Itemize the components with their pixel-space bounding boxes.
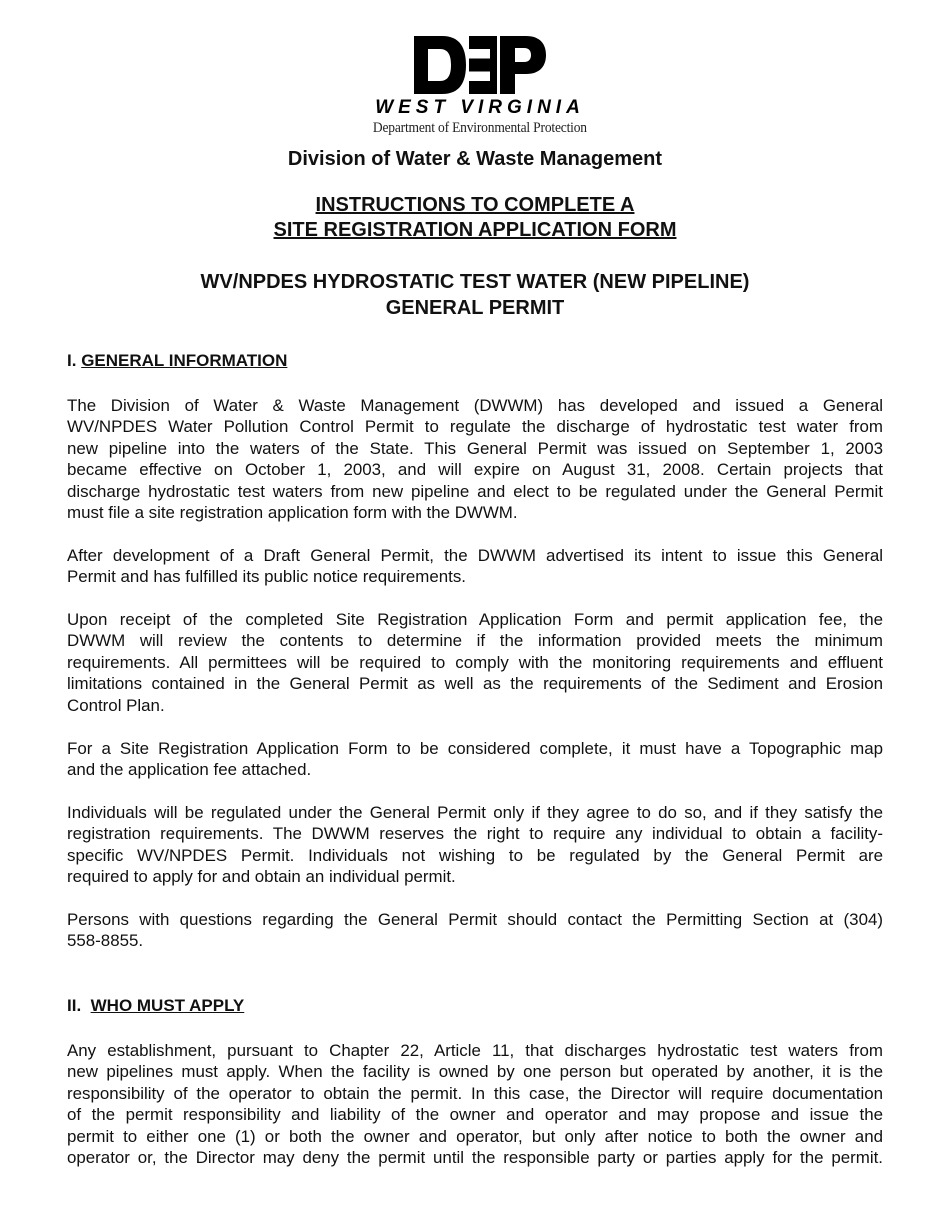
paragraph-line: WV/NPDES Water Pollution Control Permit to regulate the discharge of hydrostatic test water from [67,417,883,437]
paragraph-line: new pipeline into the waters of the State. This General Permit was issued on September 1, 2003 [67,438,883,458]
section-2-numeral: II. [67,996,82,1015]
paragraph-line: required to apply for and obtain an individual permit. [67,867,456,887]
logo-state-name: WEST VIRGINIA [375,97,585,118]
logo-letter-e [469,36,497,94]
paragraph-general-permit-issued [67,395,883,523]
paragraph-line: Permit and has fulfilled its public notice requirements. [67,567,467,587]
instructions-title-line-2: SITE REGISTRATION APPLICATION FORM [273,219,677,241]
logo-letter-p [500,36,546,94]
paragraph-line: permit to either one (1) or both the owner and operator, but only after notice to both the owner and [67,1126,883,1146]
logo-letter-d [414,36,466,94]
paragraph-line: operator or, the Director may deny the permit until the responsible party or parties apply for the permit. [67,1148,883,1168]
division-title: Division of Water & Waste Management [287,148,663,170]
paragraph-line: of the permit responsibility and liability of the owner and operator and may propose and issue the [67,1105,883,1125]
section-1-heading: I. GENERAL INFORMATION [67,351,288,370]
paragraph-line: registration requirements. The DWWM reserves the right to require any individual to obtain a facility- [67,824,883,844]
paragraph-line: new pipelines must apply. When the facility is owned by one person but operated by another, it is the [67,1062,883,1082]
section-1-heading-text: GENERAL INFORMATION [81,351,288,370]
paragraph-who-must-apply [67,1040,883,1168]
section-1-numeral: I [67,351,72,370]
section-2-heading-text: WHO MUST APPLY [90,996,245,1015]
paragraph-line: requirements. All permittees will be required to comply with the monitoring requirements and effluent [67,652,883,672]
paragraph-line: 558-8855. [67,931,144,951]
paragraph-line: After development of a Draft General Permit, the DWWM advertised its intent to issue this General [67,546,883,565]
logo-department-name: Department of Environmental Protection [373,120,587,136]
paragraph-line: became effective on October 1, 2003, and will expire on August 31, 2008. Certain projects that [67,460,883,480]
paragraph-line: must file a site registration application form with the DWWM. [67,503,518,523]
dep-logo-icon [414,36,546,94]
paragraph-line: discharge hydrostatic test waters from new pipeline and elect to be regulated under the General Permit [67,481,883,501]
paragraph-line: DWWM will review the contents to determine if the information provided meets the minimum [67,631,883,651]
paragraph-line: limitations contained in the General Permit as well as the requirements of the Sediment and Erosion [67,674,883,694]
paragraph-draft-permit [67,545,883,588]
paragraph-line: Individuals will be regulated under the General Permit only if they agree to do so, and if they satisfy the [67,803,883,822]
paragraph-line: Any establishment, pursuant to Chapter 22, Article 11, that discharges hydrostatic test waters from [67,1041,883,1060]
paragraph-line: Upon receipt of the completed Site Registration Application Form and permit application fee, the [67,610,883,629]
paragraph-line: responsibility of the operator to obtain the permit. In this case, the Director will require documentation [67,1083,883,1103]
paragraph-completeness [67,738,883,781]
paragraph-line: Persons with questions regarding the General Permit should contact the Permitting Section at (304) [67,910,883,929]
dep-logo [77,36,883,137]
paragraph-line: For a Site Registration Application Form to be considered complete, it must have a Topographic map [67,739,883,758]
section-2-heading [67,995,883,1016]
instructions-title-line-1: INSTRUCTIONS TO COMPLETE A [315,194,635,216]
paragraph-line: The Division of Water & Waste Management (DWWM) has developed and issued a General [67,396,883,415]
paragraph-review-process [67,609,883,716]
paragraph-line: specific WV/NPDES Permit. Individuals not wishing to be regulated by the General Permit are [67,845,883,865]
paragraph-line: Control Plan. [67,695,165,715]
paragraph-line: and the application fee attached. [67,760,312,780]
paragraph-contact [67,909,883,952]
instructions-title [67,193,883,243]
paragraph-individual-permits [67,802,883,888]
permit-title-line-2: GENERAL PERMIT [385,297,565,319]
permit-title [67,269,883,321]
permit-title-line-1: WV/NPDES HYDROSTATIC TEST WATER (NEW PIPELINE) [200,271,750,293]
